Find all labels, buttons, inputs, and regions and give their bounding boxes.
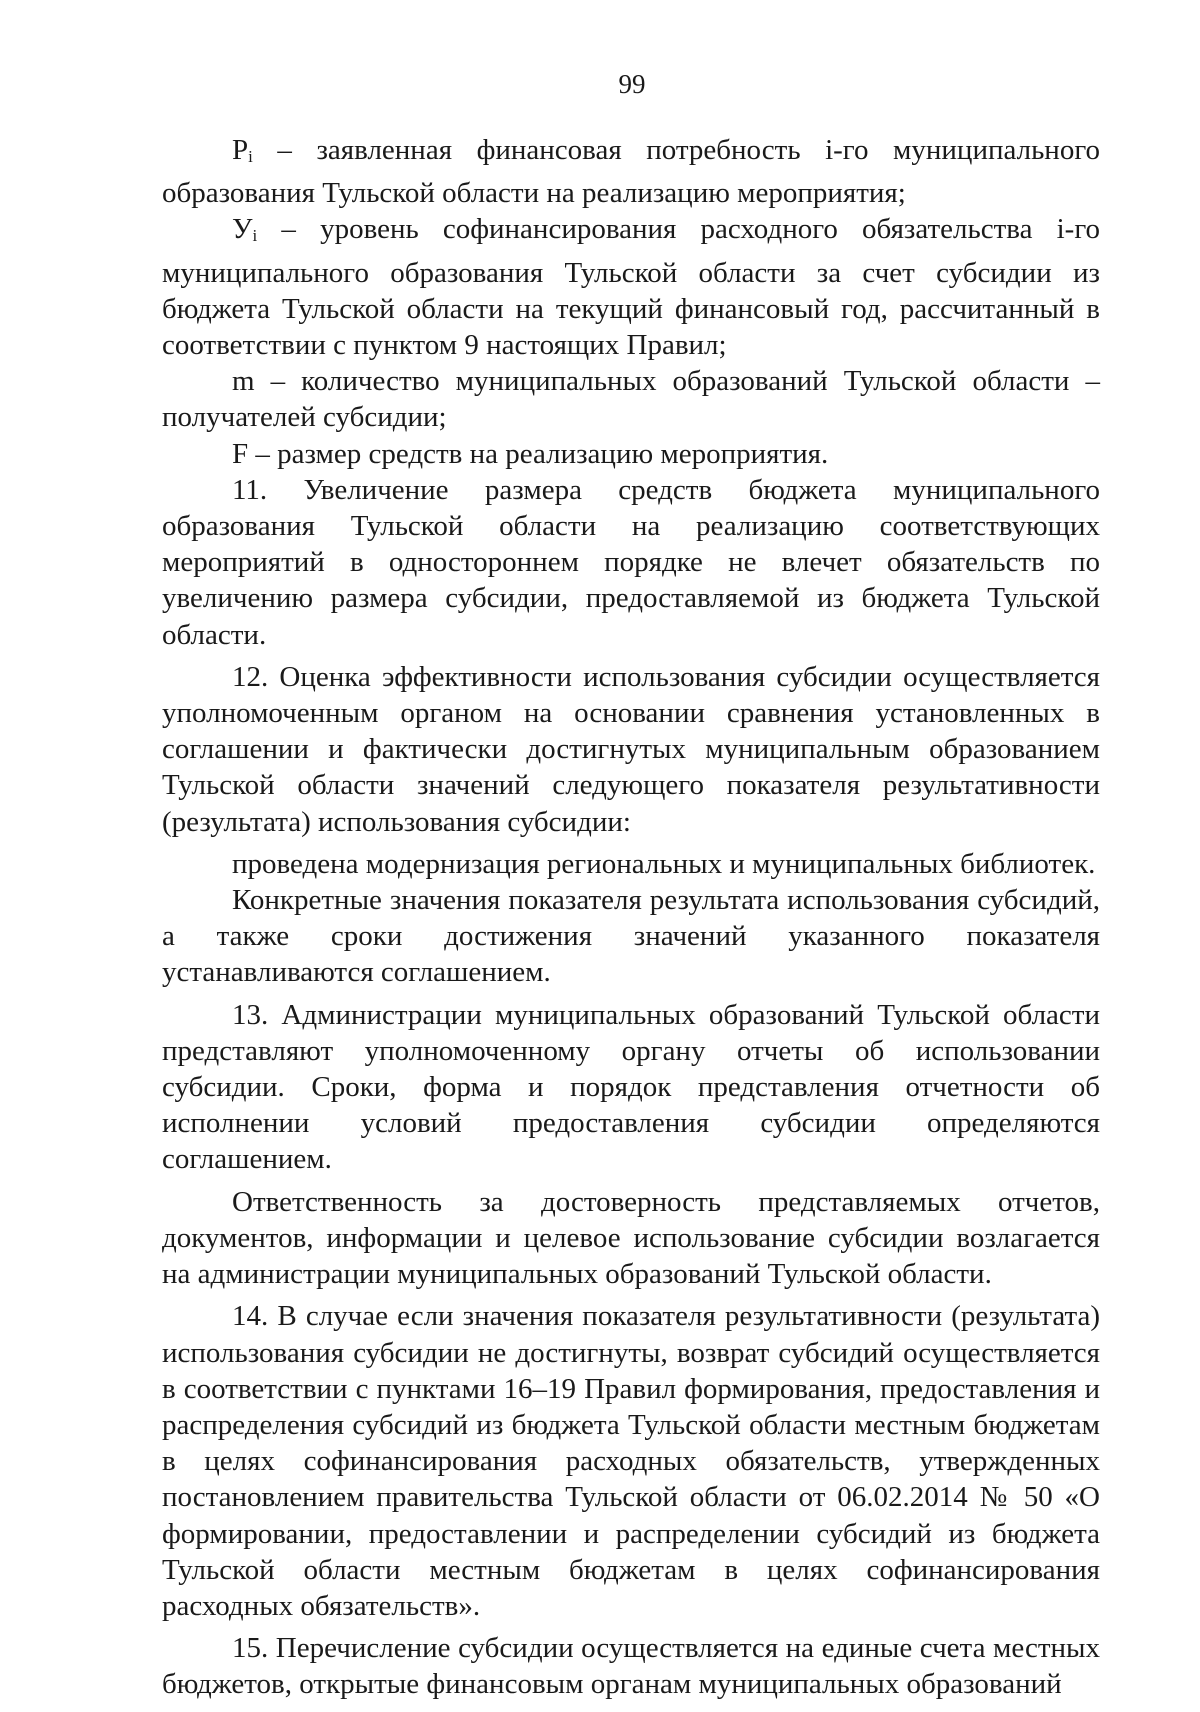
symbol-u: У bbox=[232, 213, 253, 246]
paragraph-11: 11. Увеличение размера средств бюджета муниципального образования Тульской области на реализацию соответствующих мероприятий в одностороннем порядке не влечет обязательств по увеличению размера субсидии, предоставляемой из бюджета Тульской области. bbox=[162, 473, 1100, 651]
paragraph-12: 12. Оценка эффективности использования субсидии осуществляется уполномоченным органом на основании сравнения установленных в соглашении и фактически достигнутых муниципальным образованием Тульской области значений следующего показателя результативности (результата) использования субсидии: bbox=[162, 660, 1100, 838]
paragraph-13: 13. Администрации муниципальных образований Тульской области представляют уполномоченному органу отчеты об использовании субсидии. Сроки, форма и порядок представления отчетности об исполнении условий предоставления субсидии определяются соглашением. bbox=[162, 998, 1100, 1176]
definition-f: F – размер средств на реализацию мероприятия. bbox=[232, 437, 829, 470]
indicator-text: проведена модернизация региональных и муниципальных библиотек. bbox=[232, 847, 1096, 880]
definition-u-i-text: – уровень софинансирования расходного обязательства i-го муниципального образования Тульской области за счет субсидии из бюджета Тульской области на текущий финансовый год, рассчитанный в соответствии с пунктом 9 настоящих Правил; bbox=[162, 213, 1100, 362]
document-body bbox=[162, 132, 1100, 1703]
definition-u-i bbox=[162, 211, 1100, 363]
indicator-values-text: Конкретные значения показателя результата использования субсидий, а также сроки достижения значений указанного показателя устанавливаются соглашением. bbox=[162, 884, 1100, 989]
definition-m: m – количество муниципальных образований Тульской области – получателей субсидии; bbox=[162, 365, 1100, 434]
paragraph-15: 15. Перечисление субсидии осуществляется на единые счета местных бюджетов, открытые финансовым органам муниципальных образований bbox=[162, 1632, 1100, 1701]
paragraph-14: 14. В случае если значения показателя результативности (результата) использования субсидии не достигнуты, возврат субсидий осуществляется в соответствии с пунктами 16–19 Правил формирования, предоставления и распределения субсидий из бюджета Тульской области местным бюджетам в целях софинансирования расходных обязательств, утвержденных постановлением правительства Тульской области от 06.02.2014 № 50 «О формировании, предоставлении и распределении субсидий из бюджета Тульской области местным бюджетам в целях софинансирования расходных обязательств». bbox=[162, 1300, 1100, 1622]
definition-p-i bbox=[162, 132, 1100, 211]
page-number: 99 bbox=[618, 69, 646, 99]
symbol-p: P bbox=[232, 134, 249, 166]
subscript-i: i bbox=[248, 147, 253, 166]
subscript-i: i bbox=[252, 226, 258, 246]
responsibility-paragraph: Ответственность за достоверность представляемых отчетов, документов, информации и целевое использование субсидии возлагается на администрации муниципальных образований Тульской области. bbox=[162, 1185, 1100, 1291]
definition-p-i-text: – заявленная финансовая потребность i-го муниципального образования Тульской области на реализацию мероприятия; bbox=[162, 134, 1100, 210]
